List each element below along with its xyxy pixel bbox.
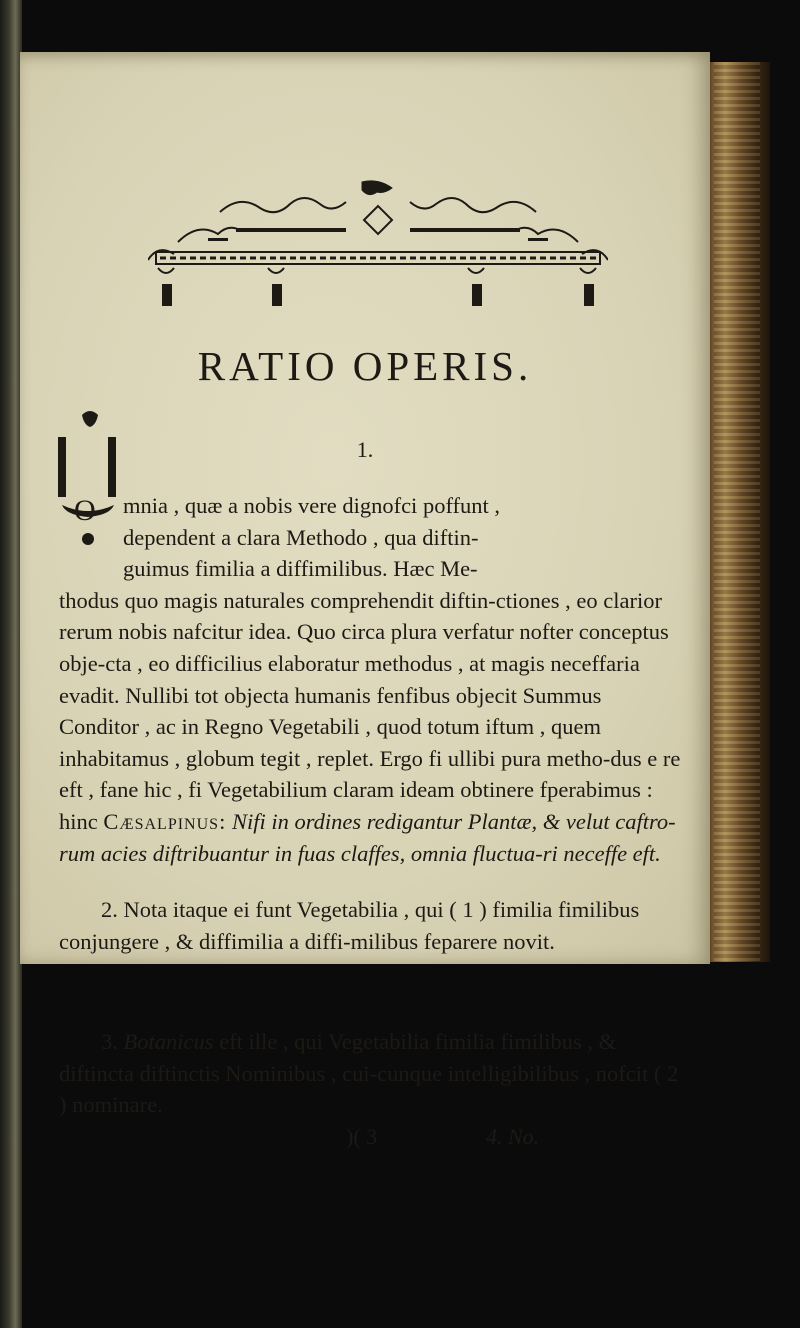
quotation: Nifi in ordines redigantur Plantæ, & velut caftro-rum acies diftribuantur in fuas claffes, omnia fluctua-ri neceffe eft. — [59, 808, 676, 866]
page-title: RATIO OPERIS. — [197, 343, 533, 389]
paragraph-2-number: 2. — [101, 897, 118, 922]
section-number: 1. — [356, 437, 374, 462]
paragraph-2 — [59, 894, 684, 957]
book-binding — [706, 62, 770, 962]
paragraph-1-body: thodus quo magis naturales comprehendit diftin-ctiones , eo clarior rerum nobis nafcitur idea. Quo circa plura verfatur nofter conceptus obje-cta , eo difficilius elaboratur methodus , at magis neceffaria evadit. Nullibi tot objecta humanis fenfibus objecit Summus Conditor , ac in Regno Vegetabili , quod totum iftum , quem inhabitamus , globum tegit , replet. Ergo fi ullibi pura metho-dus e re eft , fane hic , fi Vegetabilium claram ideam obtinere fperabimus : hinc — [59, 587, 681, 834]
headpiece-ornament — [148, 180, 608, 320]
book-left-edge — [0, 0, 22, 1328]
paragraph-3-number: 3. — [101, 1029, 118, 1054]
catchword: 4. No. — [486, 1124, 540, 1149]
paragraph-1-line-1: mnia , quæ a nobis vere dignofci poffunt , — [123, 493, 501, 518]
signature-mark: )( 3 — [346, 1124, 378, 1149]
paragraph-3 — [59, 1026, 684, 1121]
page-footer — [20, 1124, 710, 1154]
book-page — [20, 52, 710, 1149]
paragraph-1-line-2: dependent a clara Methodo , qua diftin- — [123, 524, 479, 550]
paragraph-1-line-3: guimus fimilia a diffimilibus. Hæc Me- — [123, 556, 478, 582]
paragraph-3-term: Botanicus — [123, 1029, 214, 1054]
paragraph-2-text: Nota itaque ei funt Vegetabilia , qui ( 1 ) fimilia fimilibus conjungere , & diffimilia a diffi-milibus feparere novit. — [59, 897, 640, 954]
drop-cap-letter: O — [74, 494, 96, 527]
paragraph-3-text: eft ille , qui Vegetabilia fimilia fimilibus , & diftincta diftinctis Nominibus , cui-cunque intelligibilibus , nofcit ( 2 ) nominare. — [59, 1029, 679, 1118]
author-name: Cæsalpinus: — [103, 808, 227, 834]
paragraph-1 — [59, 490, 684, 869]
